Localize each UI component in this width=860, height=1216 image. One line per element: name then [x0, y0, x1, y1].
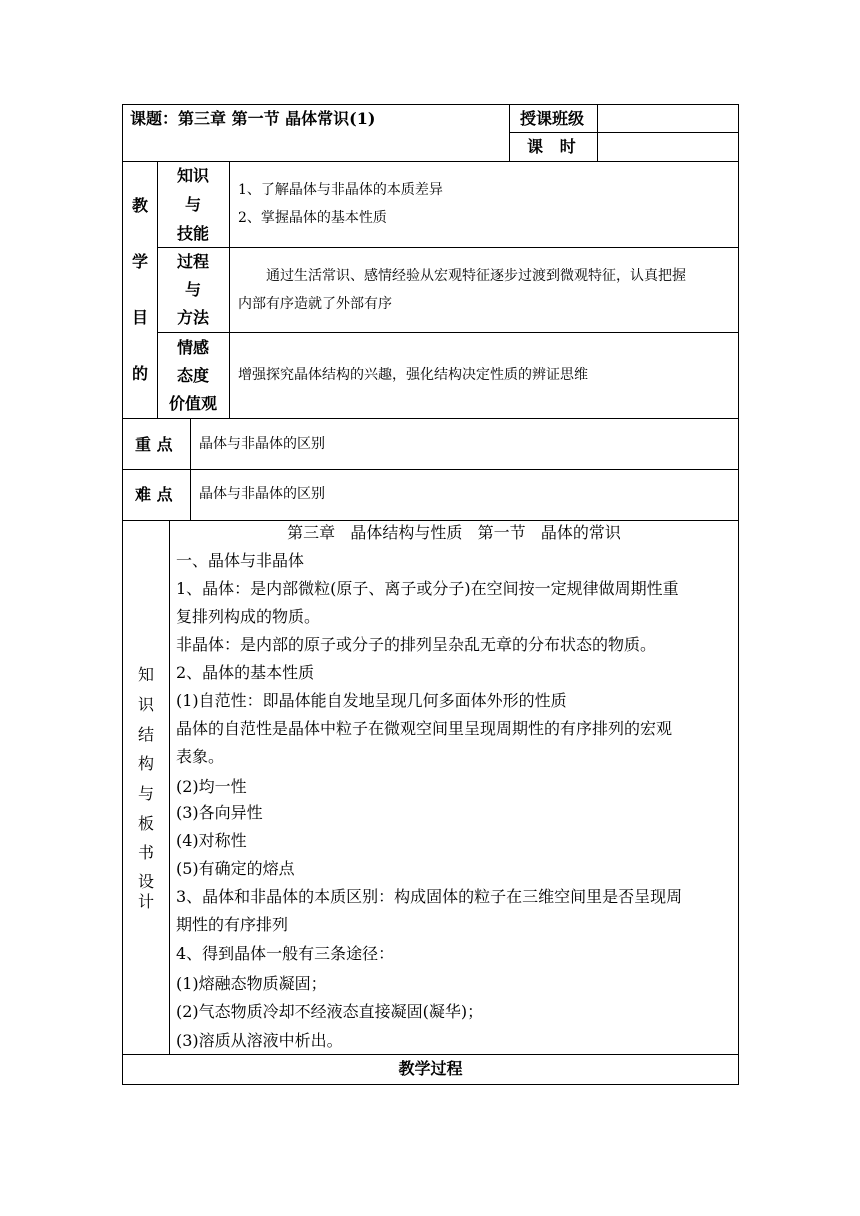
- knowledge-line: 期性的有序排列: [176, 915, 289, 934]
- row-divider: [122, 418, 739, 419]
- knowledge-line: 1、晶体：是内部微粒(原子、离子或分子)在空间按一定规律做周期性重: [176, 579, 679, 598]
- objective-content-values: 增强探究晶体结构的兴趣，强化结构决定性质的辨证思维: [238, 367, 588, 383]
- objective-content-knowledge: 1、了解晶体与非晶体的本质差异: [238, 182, 443, 198]
- objective-label-process: 过程: [176, 252, 209, 271]
- objectives-side-label: 目: [131, 308, 148, 327]
- row-divider: [122, 469, 739, 470]
- objectives-side-label: 教: [131, 196, 148, 215]
- knowledge-line: (1)熔融态物质凝固；: [176, 974, 327, 993]
- header-divider: [509, 132, 739, 133]
- knowledge-line: (1)自范性：即晶体能自发地呈现几何多面体外形的性质: [176, 691, 567, 710]
- knowledge-line: (4)对称性: [176, 831, 247, 850]
- objectives-side-label: 的: [131, 364, 148, 383]
- objective-label-process: 方法: [176, 308, 209, 327]
- page-title: 课题：第三章 第一节 晶体常识(1): [130, 109, 376, 128]
- knowledge-line: (3)各向异性: [176, 803, 263, 822]
- teaching-process-label: 教学过程: [398, 1059, 463, 1078]
- objective-label-knowledge: 与: [184, 195, 201, 214]
- objective-content-process: 通过生活常识、感情经验从宏观特征逐步过渡到微观特征，认真把握: [266, 268, 686, 284]
- knowledge-line: (5)有确定的熔点: [176, 859, 295, 878]
- objective-content-process: 内部有序造就了外部有序: [238, 296, 392, 312]
- objective-label-process: 与: [184, 280, 201, 299]
- difficulty-label: 难 点: [135, 485, 173, 504]
- knowledge-heading: 第三章 晶体结构与性质 第一节 晶体的常识: [287, 523, 621, 542]
- knowledge-side-label: 与: [137, 784, 154, 803]
- knowledge-side-label: 设: [137, 872, 154, 891]
- objective-label-knowledge: 技能: [176, 224, 209, 243]
- objectives-side-label: 学: [131, 252, 148, 271]
- objective-content-knowledge: 2、掌握晶体的基本性质: [238, 210, 387, 226]
- knowledge-line: 2、晶体的基本性质: [176, 663, 315, 682]
- knowledge-line: 3、晶体和非晶体的本质区别：构成固体的粒子在三维空间里是否呈现周: [176, 887, 683, 906]
- objective-label-values: 情感: [176, 338, 209, 357]
- knowledge-side-label: 构: [137, 754, 154, 773]
- row-divider: [122, 520, 739, 521]
- knowledge-line: 非晶体：是内部的原子或分子的排列呈杂乱无章的分布状态的物质。: [176, 635, 657, 654]
- objective-label-knowledge: 知识: [176, 166, 209, 185]
- class-label: 授课班级: [520, 109, 585, 128]
- knowledge-line: 4、得到晶体一般有三条途径：: [176, 944, 395, 963]
- knowledge-line: (2)气态物质冷却不经液态直接凝固(凝华)；: [176, 1002, 484, 1021]
- knowledge-side-label: 板: [137, 814, 154, 833]
- objective-label-values: 价值观: [168, 394, 217, 413]
- knowledge-line: 复排列构成的物质。: [176, 607, 321, 626]
- key-point-value: 晶体与非晶体的区别: [199, 436, 325, 452]
- difficulty-value: 晶体与非晶体的区别: [199, 486, 325, 502]
- knowledge-side-label: 书: [137, 843, 154, 862]
- hours-label: 课 时: [527, 137, 576, 156]
- knowledge-line: 表象。: [176, 747, 225, 766]
- knowledge-side-label: 计: [137, 892, 154, 911]
- knowledge-side-label: 结: [137, 725, 154, 744]
- knowledge-line: (3)溶质从溶液中析出。: [176, 1031, 343, 1050]
- knowledge-side-label: 知: [137, 665, 154, 684]
- knowledge-line: (2)均一性: [176, 777, 247, 796]
- row-divider: [122, 161, 739, 162]
- objective-label-values: 态度: [176, 366, 209, 385]
- objectives-divider: [229, 161, 230, 418]
- objectives-row-divider: [157, 247, 739, 248]
- knowledge-side-label: 识: [137, 695, 154, 714]
- knowledge-line: 晶体的自范性是晶体中粒子在微观空间里呈现周期性的有序排列的宏观: [176, 719, 673, 738]
- knowledge-divider: [169, 520, 170, 1054]
- knowledge-line: 一、晶体与非晶体: [176, 551, 305, 570]
- row-divider: [122, 1054, 739, 1055]
- objectives-row-divider: [157, 332, 739, 333]
- key-point-label: 重 点: [135, 435, 173, 454]
